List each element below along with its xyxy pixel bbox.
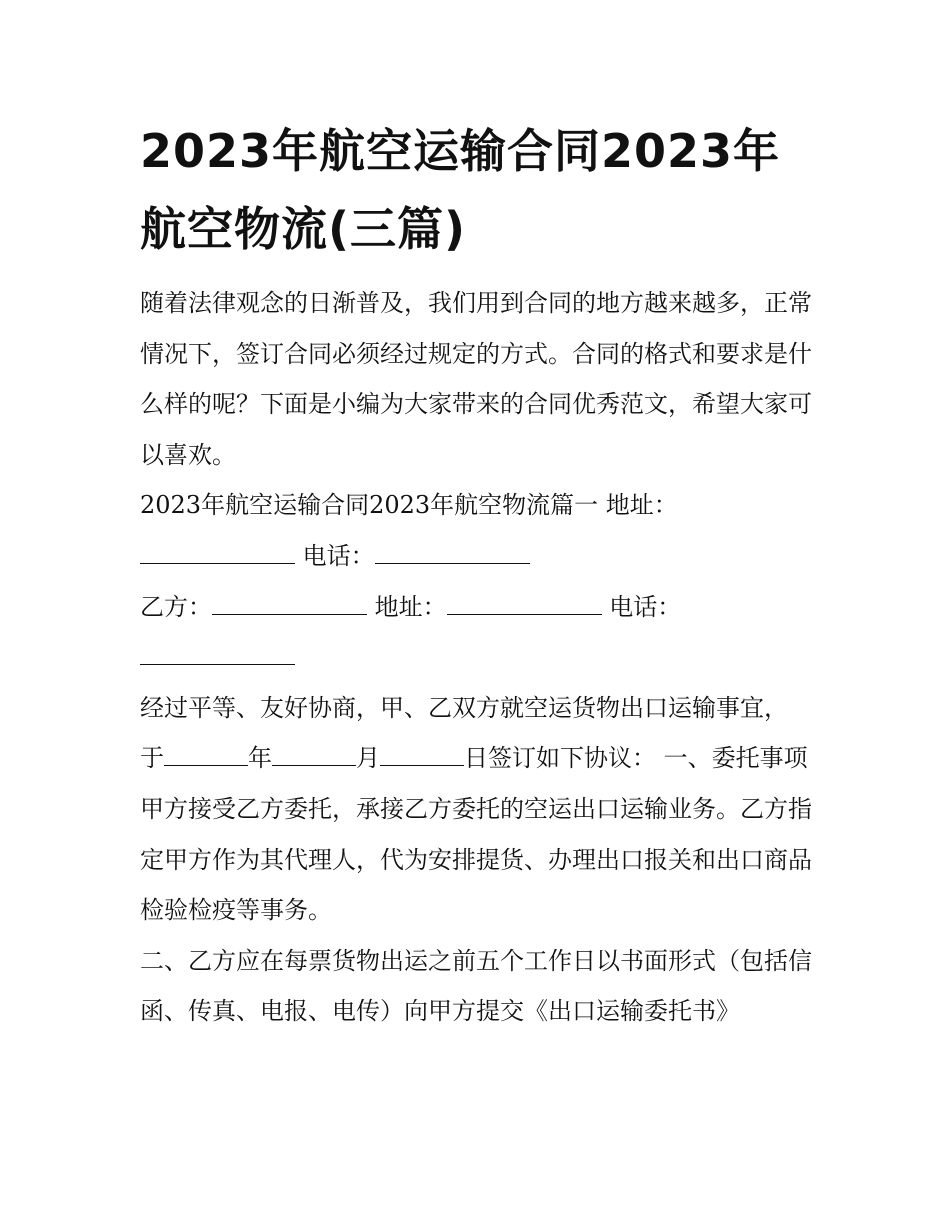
party-b-phone-blank[interactable] — [140, 642, 295, 665]
phone-label: 电话： — [609, 592, 682, 621]
document-title: 2023年航空运输合同2023年航空物流(三篇) — [140, 124, 781, 256]
phone-label: 电话： — [302, 541, 375, 570]
month-blank[interactable] — [272, 743, 356, 766]
address-label: 地址： — [374, 592, 447, 621]
year-label: 年 — [248, 744, 272, 773]
negotiation-text: 经过平等、友好协商，甲、乙双方就空运货物出口运输事宜， — [140, 693, 788, 722]
negotiation-paragraph — [140, 683, 812, 784]
date-prefix: 于 — [140, 744, 164, 773]
party-b-label: 乙方： — [140, 592, 212, 621]
document-page — [140, 112, 812, 1037]
party-b-blank[interactable] — [212, 592, 367, 615]
clause-1: 甲方接受乙方委托，承接乙方委托的空运出口运输业务。乙方指定甲方作为其代理人，代为安排提货、办理出口报关和出口商品检验检疫等事务。 — [140, 794, 812, 925]
party-a-block — [140, 480, 812, 581]
year-blank[interactable] — [164, 743, 248, 766]
section-heading: 2023年航空运输合同2023年航空物流篇一 地址： — [140, 491, 678, 520]
clause-2: 二、乙方应在每票货物出运之前五个工作日以书面形式（包括信函、传真、电报、电传）向甲方提交《出口运输委托书》 — [140, 946, 812, 1026]
day-blank[interactable] — [380, 743, 464, 766]
day-suffix: 日签订如下协议： 一、委托事项 — [464, 744, 808, 773]
party-b-block — [140, 582, 812, 683]
phone-blank[interactable] — [375, 541, 530, 564]
party-b-address-blank[interactable] — [447, 592, 602, 615]
month-label: 月 — [356, 744, 380, 773]
intro-paragraph: 随着法律观念的日渐普及，我们用到合同的地方越来越多，正常情况下，签订合同必须经过规定的方式。合同的格式和要求是什么样的呢？下面是小编为大家带来的合同优秀范文，希望大家可以喜欢。 — [140, 289, 812, 469]
address-blank[interactable] — [140, 541, 295, 564]
